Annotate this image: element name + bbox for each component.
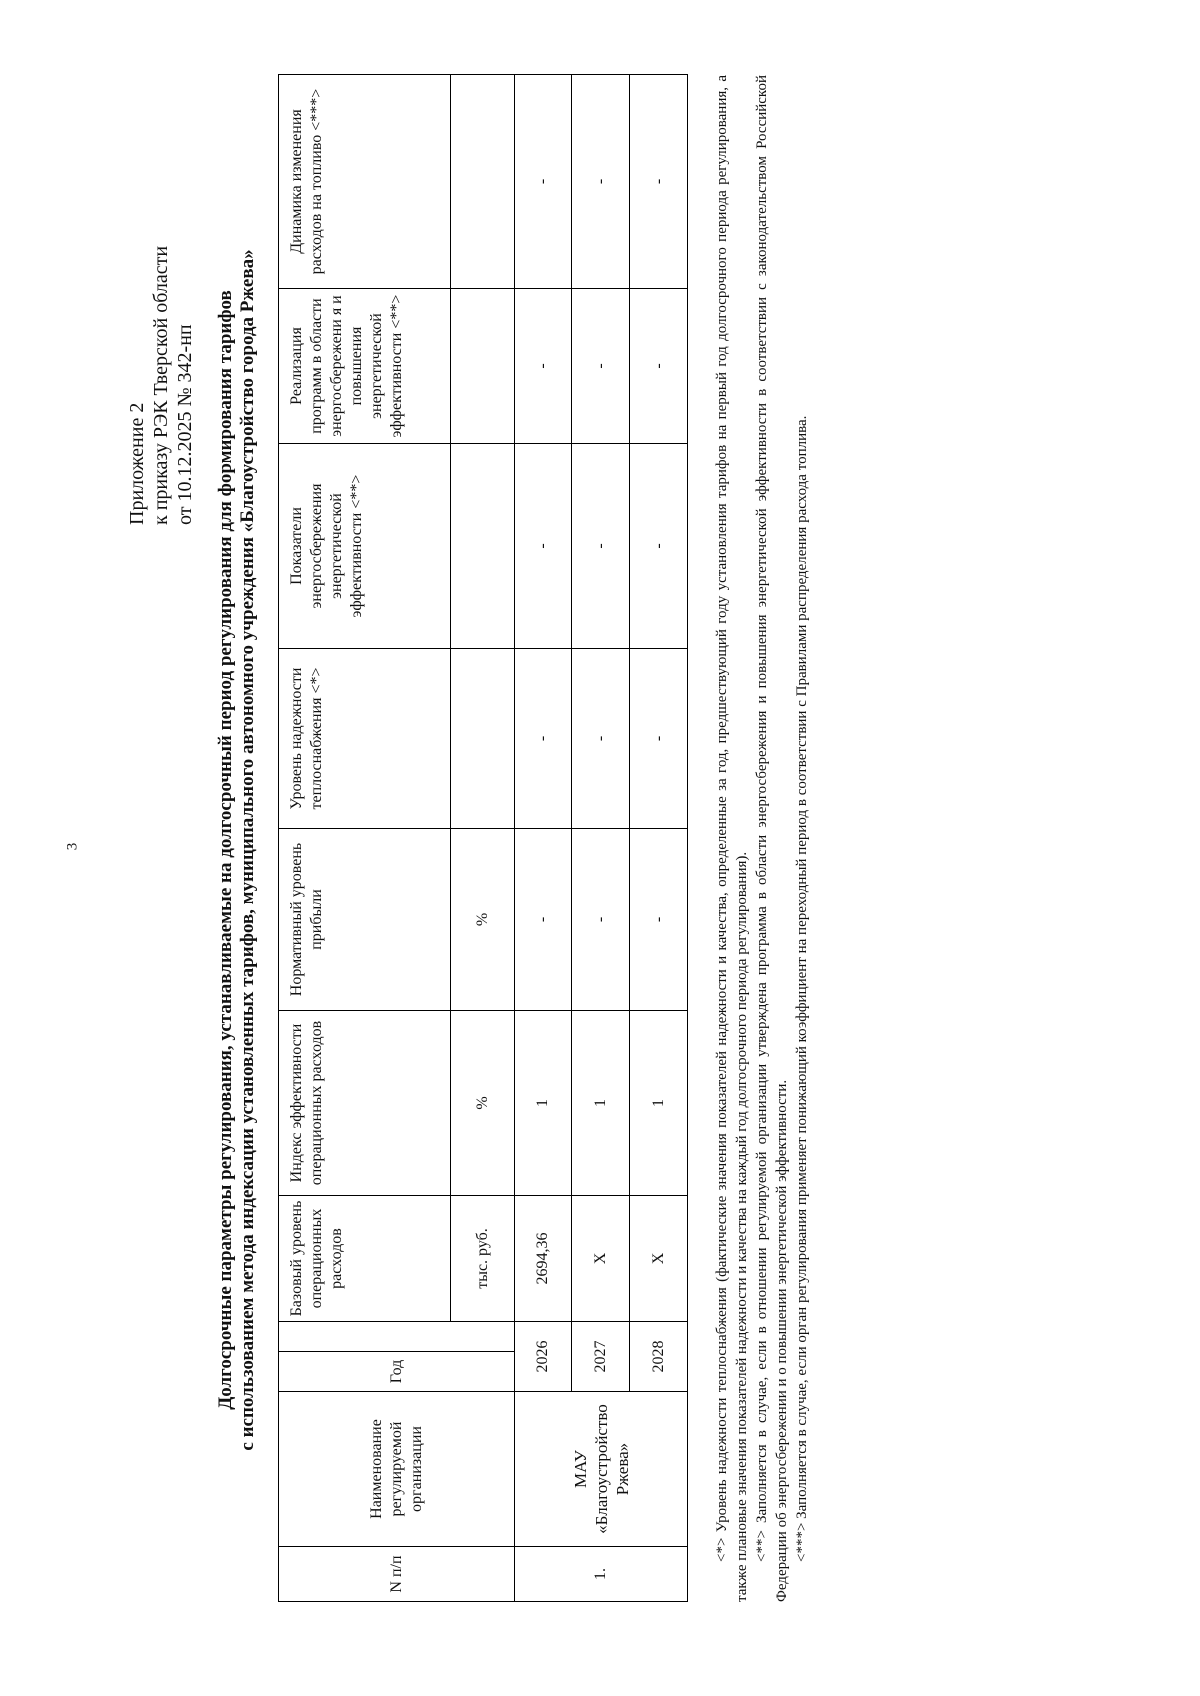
cell-year: 2026: [515, 1322, 572, 1392]
cell-base: Х: [572, 1196, 630, 1322]
unit-empty: [451, 289, 515, 444]
approval-block: [125, 85, 197, 525]
cell-energy: -: [572, 444, 630, 649]
cell-fuel: -: [572, 75, 630, 289]
table-row: [630, 75, 688, 1602]
unit-index: %: [451, 1011, 515, 1196]
cell-energy: -: [515, 444, 572, 649]
header-fuel: Динамика изменения расходов на топливо <***>: [279, 75, 451, 289]
cell-profit: -: [572, 829, 630, 1011]
cell-program: -: [630, 289, 688, 444]
cell-reliability: -: [515, 649, 572, 829]
cell-program: -: [572, 289, 630, 444]
cell-year: 2028: [630, 1322, 688, 1392]
header-num: N п/п: [279, 1547, 515, 1602]
footnote-2: <**> Заполняется в случае, если в отношении регулируемой организации утверждена программа в области энергосбережения и повышения энергетической эффективности в соответствии с законодательством Российской Федерации об энергосбережении и о повышении энергетической эффективности.: [754, 75, 790, 1602]
header-row: [279, 75, 451, 1602]
org-name: МАУ «Благоустройство Ржева»: [515, 1392, 688, 1547]
cell-index: 1: [630, 1011, 688, 1196]
cell-year: 2027: [572, 1322, 630, 1392]
cell-profit: -: [515, 829, 572, 1011]
cell-index: 1: [572, 1011, 630, 1196]
header-profit: Нормативный уровень прибыли: [279, 829, 451, 1011]
footnote-1: <*> Уровень надежности теплоснабжения (фактические значения показателей надежности и качества, определенные за год, предшествующий году установления тарифов на первый год долгосрочного периода регулирования, а также плановые значения показателей надежности и качества на каждый год долгосрочного периода регулирования).: [714, 75, 750, 1602]
header-year: Год: [279, 1352, 515, 1392]
rotated-document-sheet: [100, 70, 1100, 1630]
cell-fuel: -: [515, 75, 572, 289]
cell-profit: -: [630, 829, 688, 1011]
document-title: [215, 80, 259, 1620]
table-row: [572, 75, 630, 1602]
unit-empty: [451, 649, 515, 829]
cell-base: Х: [630, 1196, 688, 1322]
approval-line-2: к приказу РЭК Тверской области: [150, 245, 172, 525]
parameters-table: [278, 74, 688, 1602]
cell-program: -: [515, 289, 572, 444]
row-number: 1.: [515, 1547, 688, 1602]
header-index: Индекс эффективности операционных расходов: [279, 1011, 451, 1196]
cell-fuel: -: [630, 75, 688, 289]
unit-base: тыс. руб.: [451, 1196, 515, 1322]
title-line-1: Долгосрочные параметры регулирования, устанавливаемые на долгосрочный период регулирования для формирования тарифов: [215, 290, 236, 1410]
page-number: 3: [64, 842, 81, 851]
footnote-3: <***> Заполняется в случае, если орган регулирования применяет понижающий коэффициент на переходный период в соответствии с Правилами распределения расхода топлива.: [794, 415, 810, 1562]
header-org: Наименование регулируемой организации: [279, 1392, 515, 1547]
header-program: Реализация программ в области энергосбережени я и повышения энергетической эффективности <**>: [279, 289, 451, 444]
header-base: Базовый уровень операционных расходов: [279, 1196, 451, 1322]
header-energy: Показатели энергосбережения энергетической эффективности <**>: [279, 444, 451, 649]
approval-line-3: от 10.12.2025 № 342-нп: [174, 324, 196, 525]
cell-reliability: -: [630, 649, 688, 829]
cell-base: 2694,36: [515, 1196, 572, 1322]
unit-empty: [451, 75, 515, 289]
approval-line-1: Приложение 2: [126, 402, 148, 525]
cell-reliability: -: [572, 649, 630, 829]
unit-empty: [451, 444, 515, 649]
header-reliability: Уровень надежности теплоснабжения <*>: [279, 649, 451, 829]
cell-index: 1: [515, 1011, 572, 1196]
header-blank: [279, 1322, 515, 1352]
footnotes: [712, 75, 812, 1602]
table-row: [515, 75, 572, 1602]
cell-energy: -: [630, 444, 688, 649]
title-line-2: с использованием метода индексации установленных тарифов, муниципального автономного учреждения «Благоустройство города Ржева»: [237, 249, 258, 1451]
unit-profit: %: [451, 829, 515, 1011]
